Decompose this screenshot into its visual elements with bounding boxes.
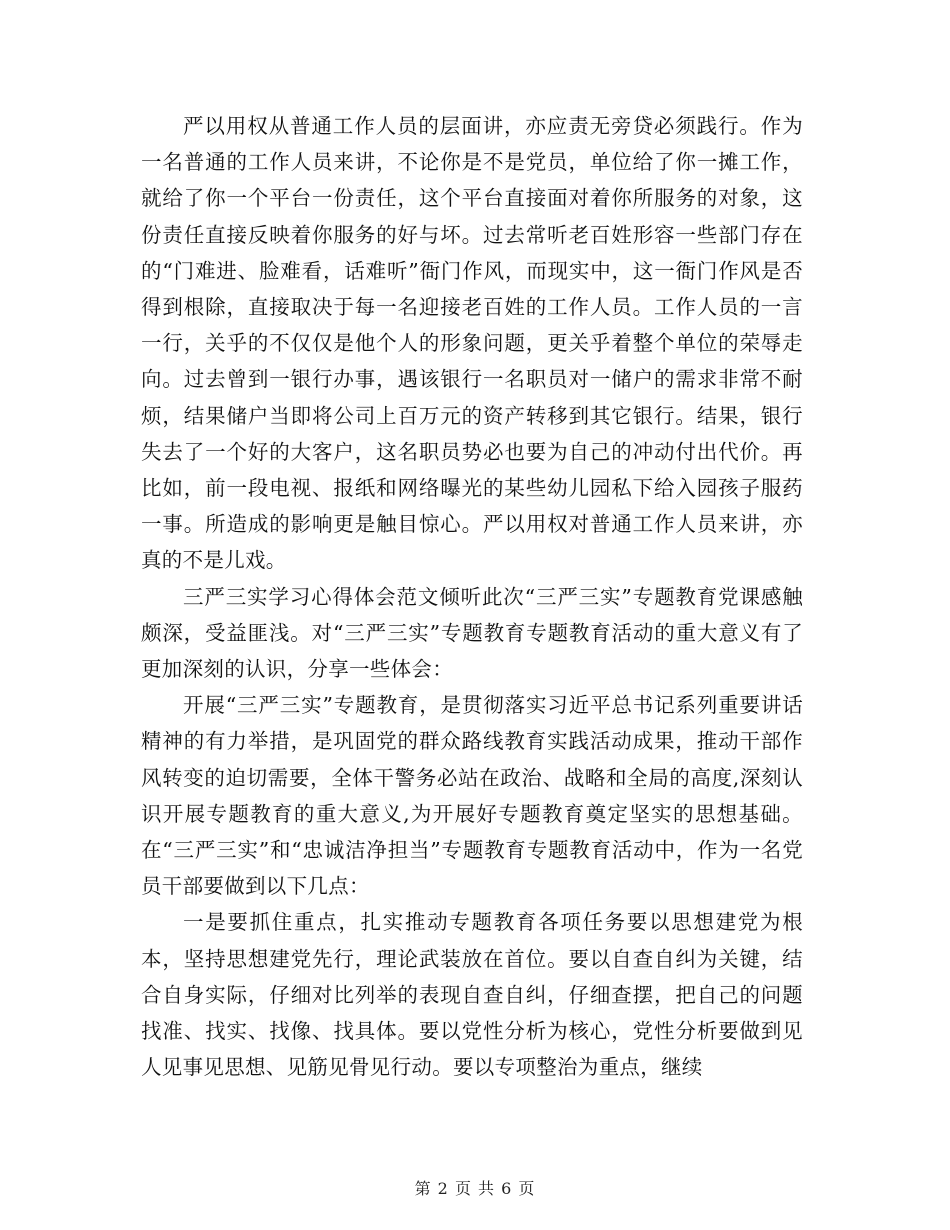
document-body xyxy=(141,108,803,1085)
paragraph-3: 开展“三严三实”专题教育，是贯彻落实习近平总书记系列重要讲话精神的有力举措，是巩固党的群众路线教育实践活动成果，推动干部作风转变的迫切需要，全体干警务必站在政治、战略和全局的高度,深刻认识开展专题教育的重大意义,为开展好专题教育奠定坚实的思想基础。在“三严三实”和“忠诚洁净担当”专题教育专题教育活动中，作为一名党员干部要做到以下几点： xyxy=(141,693,803,899)
paragraph-1: 严以用权从普通工作人员的层面讲，亦应责无旁贷必须践行。作为一名普通的工作人员来讲，不论你是不是党员，单位给了你一摊工作，就给了你一个平台一份责任，这个平台直接面对着你所服务的对象，这份责任直接反映着你服务的好与坏。过去常听老百姓形容一些部门存在的“门难进、脸难看，话难听”衙门作风，而现实中，这一衙门作风是否得到根除，直接取决于每一名迎接老百姓的工作人员。工作人员的一言一行，关乎的不仅仅是他个人的形象问题，更关乎着整个单位的荣辱走向。过去曾到一银行办事，遇该银行一名职员对一储户的需求非常不耐烦，结果储户当即将公司上百万元的资产转移到其它银行。结果，银行失去了一个好的大客户，这名职员势必也要为自己的冲动付出代价。再比如，前一段电视、报纸和网络曝光的某些幼儿园私下给入园孩子服药一事。所造成的影响更是触目惊心。严以用权对普通工作人员来讲，亦真的不是儿戏。 xyxy=(141,114,803,573)
paragraph-4: 一是要抓住重点，扎实推动专题教育各项任务要以思想建党为根本，坚持思想建党先行，理论武装放在首位。要以自查自纠为关键，结合自身实际，仔细对比列举的表现自查自纠，仔细查摆，把自己的问题找准、找实、找像、找具体。要以党性分析为核心，党性分析要做到见人见事见思想、见筋见骨见行动。要以专项整治为重点，继续 xyxy=(141,910,803,1080)
paragraph-2: 三严三实学习心得体会范文倾听此次“三严三实”专题教育党课感触颇深，受益匪浅。对“三严三实”专题教育专题教育活动的重大意义有了更加深刻的认识，分享一些体会： xyxy=(141,584,803,682)
page-number-footer: 第 2 页 共 6 页 xyxy=(414,1179,536,1198)
